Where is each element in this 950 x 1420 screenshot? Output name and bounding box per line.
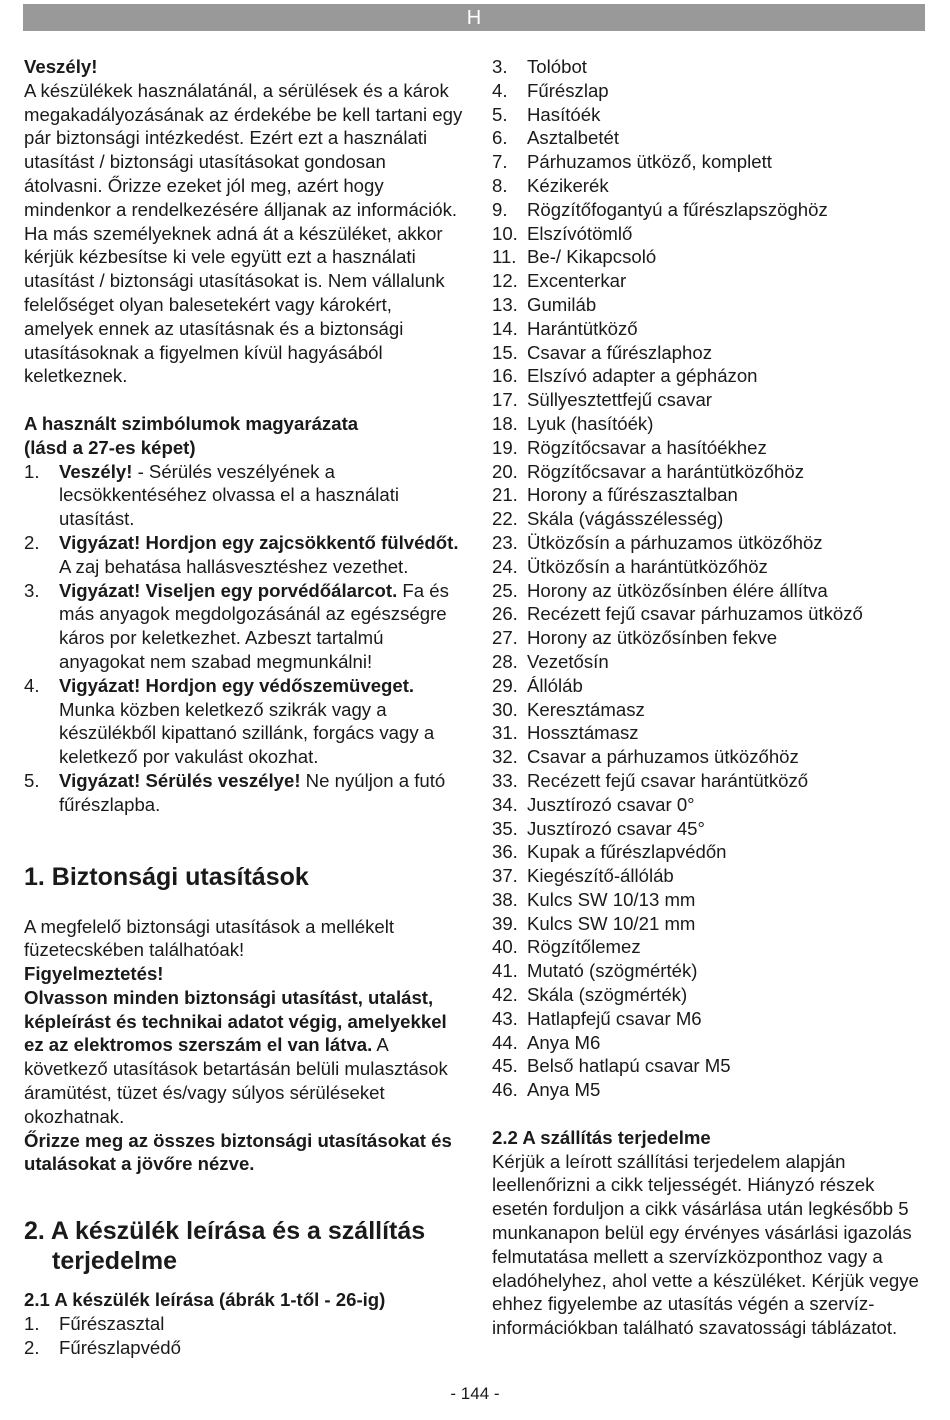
list-item: 38. Kulcs SW 10/13 mm [492,888,696,910]
list-item: 34. Jusztírozó csavar 0° [492,793,695,815]
list-item: 4. Fűrészlap [492,79,609,101]
symbols-list [24,460,464,817]
list-item: 28. Vezetősín [492,650,609,672]
section-1-intro: A megfelelő biztonsági utasítások a mellékelt füzetecskében találhatóak! [24,915,395,961]
section-1-keep-note: Őrizze meg az összes biztonsági utasításokat és utalásokat a jövőre nézve. [24,1129,452,1175]
list-item: 25. Horony az ütközősínben élére állítva [492,579,828,601]
list-item: 23. Ütközősín a párhuzamos ütközőhöz [492,531,823,553]
left-column [24,55,464,1360]
list-item: 13. Gumiláb [492,293,597,315]
list-item: 20. Rögzítőcsavar a harántütközőhöz [492,460,804,482]
page-number: - 144 - [450,1384,500,1403]
symbol-item: 4. Vigyázat! Hordjon egy védőszemüveget. Munka közben keletkező szikrák vagy a készülékből kipattanó szillánk, forgács vagy a keletkező por vakulást okozhat. [24,674,435,768]
danger-paragraph: A készülékek használatánál, a sérülések és a károk megakadályozásának az érdekébe be kell tartani egy pár biztonsági intézkedést. Ezért ezt a használati utasítást / biztonsági utasításokat gondosan átolvasni. Őrizze ezeket jól meg, azért hogy mindenkor a rendelkezésére álljanak az információk. Ha más személyeknek adná át a készüléket, akkor kérjük kézbesítse ki vele együtt ezt a használati utasítást / biztonsági utasításokat is. Nem vállalunk felelőséget olyan balesetekért vagy károkért, amelyek ennek az utasításnak és a biztonsági utasításoknak a figyelmen kívül hagyásából keletkeznek. [24,79,463,387]
list-item: 22. Skála (vágásszélesség) [492,508,724,530]
list-item: 27. Horony az ütközősínben fekve [492,627,778,649]
language-header-bar [23,4,925,31]
section-2-1-heading: 2.1 A készülék leírása (ábrák 1-től - 26-ig) [24,1289,386,1311]
list-item: 14. Harántütköző [492,317,638,339]
list-item: 42. Skála (szögmérték) [492,984,688,1006]
list-item: 19. Rögzítőcsavar a hasítóékhez [492,436,767,458]
list-item: 7. Párhuzamos ütköző, komplett [492,151,772,173]
list-item: 3. Tolóbot [492,56,587,77]
list-item: 5. Hasítóék [492,103,601,125]
list-item: 6. Asztalbetét [492,127,619,149]
list-item: 33. Recézett fejű csavar harántütköző [492,769,809,791]
list-item: 16. Elszívó adapter a gépházon [492,365,758,387]
list-item: 17. Süllyesztettfejű csavar [492,389,712,411]
list-item: 8. Kézikerék [492,174,609,196]
list-item: 32. Csavar a párhuzamos ütközőhöz [492,746,799,768]
section-1-warning-label: Figyelmeztetés! [24,963,164,985]
list-item: 21. Horony a fűrészasztalban [492,484,738,506]
list-item: 30. Keresztámasz [492,698,645,720]
list-item: 36. Kupak a fűrészlapvédőn [492,841,727,863]
symbols-title-line2: (lásd a 27-es képet) [24,436,196,458]
list-item: 41. Mutató (szögmérték) [492,960,698,982]
symbol-item: 1. Veszély! - Sérülés veszélyének a lecsökkentéséhez olvassa el a használati utasítást. [24,460,400,530]
list-item: 10. Elszívótömlő [492,222,633,244]
parts-list-right [492,55,932,1102]
list-item: 9. Rögzítőfogantyú a fűrészlapszöghöz [492,198,828,220]
list-item: 1. Fűrészasztal [24,1313,165,1335]
list-item: 11. Be-/ Kikapcsoló [492,246,657,268]
list-item: 46. Anya M5 [492,1079,601,1101]
list-item: 44. Anya M6 [492,1031,601,1053]
section-2-2-heading: 2.2 A szállítás terjedelme [492,1126,711,1148]
section-2-heading-line1: 2. A készülék leírása és a szállítás [24,1217,426,1246]
list-item: 2. Fűrészlapvédő [24,1336,181,1358]
list-item: 35. Jusztírozó csavar 45° [492,817,705,839]
list-item: 12. Excenterkar [492,270,627,292]
list-item: 15. Csavar a fűrészlaphoz [492,341,712,363]
symbols-title-line1: A használt szimbólumok magyarázata [24,412,359,434]
symbol-item: 2. Vigyázat! Hordjon egy zajcsökkentő fülvédőt. A zaj behatása hallásvesztéshez vezethet. [24,531,459,577]
symbol-item: 3. Vigyázat! Viseljen egy porvédőálarcot. Fa és más anyagok megdolgozásánál az egészségre káros por keletkezhet. Azbeszt tartalmú anyagokat nem szabad megmunkálni! [24,579,449,672]
section-1-heading: 1. Biztonsági utasítások [24,862,309,891]
parts-list-left [24,1312,464,1360]
list-item: 43. Hatlapfejű csavar M6 [492,1007,702,1029]
right-column [492,55,932,1340]
section-2-heading-line2: terjedelme [52,1247,178,1276]
section-1-warning-text: Olvasson minden biztonsági utasítást, utalást, képleírást és technikai adatot végig, amelyekkel ez az elektromos szerszám el van látva. A következő utasítások betartásán belüli mulasztások áramütést, tüzet és/vagy súlyos sérüléseket okozhatnak. [24,986,448,1127]
list-item: 24. Ütközősín a harántütközőhöz [492,555,768,577]
symbol-item: 5. Vigyázat! Sérülés veszélye! Ne nyúljon a futó fűrészlapba. [24,769,446,815]
list-item: 26. Recézett fejű csavar párhuzamos ütköző [492,603,863,625]
list-item: 37. Kiegészítő-állóláb [492,865,674,887]
list-item: 18. Lyuk (hasítóék) [492,412,654,434]
section-2-2-text: Kérjük a leírott szállítási terjedelem alapján leellenőrizni a cikk teljességét. Hiányzó részek esetén forduljon a cikk vásárlása után legkésőbb 5 munkanapon belül egy érvényes vásárlási igazolás felmutatása mellett a szervízközponthoz vagy a eladóhelyhez, ahol vette a készüléket. Kérjük vegye ehhez figyelembe az utasítás végén a szervíz-információkban található szavatossági táblázatot. [492,1150,919,1339]
list-item: 39. Kulcs SW 10/21 mm [492,912,696,934]
list-item: 45. Belső hatlapú csavar M5 [492,1055,731,1077]
language-label: H [466,7,482,29]
list-item: 31. Hossztámasz [492,722,639,744]
list-item: 40. Rögzítőlemez [492,936,641,958]
list-item: 29. Állóláb [492,674,583,696]
danger-title: Veszély! [24,56,98,77]
